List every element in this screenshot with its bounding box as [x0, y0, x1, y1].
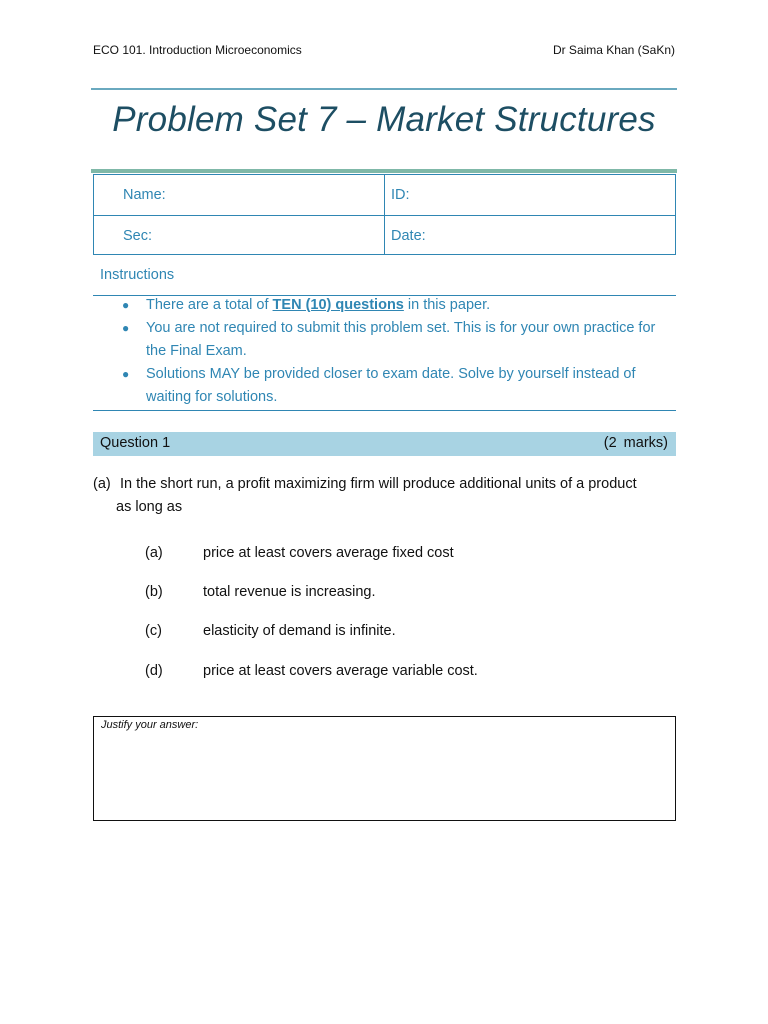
option-text: total revenue is increasing. [203, 584, 376, 600]
instruction-item: ● Solutions MAY be provided closer to exam date. Solve by yourself instead of waiting for solutions. [122, 363, 667, 409]
sec-field[interactable] [94, 215, 385, 255]
instructions-bottom-rule [93, 410, 676, 411]
justify-answer-box[interactable] [93, 716, 676, 821]
question-header-bar [93, 432, 676, 456]
question-title: Question 1 [100, 435, 171, 451]
date-label: Date: [391, 228, 426, 244]
option-text: elasticity of demand is infinite. [203, 623, 396, 639]
instruction-item: ● There are a total of TEN (10) questions in this paper. [122, 294, 667, 317]
question-stem-line: as long as [116, 499, 183, 515]
author-header: Dr Saima Khan (SaKn) [552, 43, 675, 57]
title-top-rule [91, 88, 677, 90]
id-label: ID: [391, 187, 410, 203]
sec-label: Sec: [123, 228, 153, 244]
title-bottom-rule [91, 169, 677, 173]
bullet-icon: ● [122, 367, 130, 381]
date-field[interactable] [385, 215, 675, 255]
id-field[interactable] [385, 175, 675, 215]
option-text: price at least covers average variable cost. [203, 663, 478, 679]
instructions-list [122, 294, 667, 409]
question-stem-line: In the short run, a profit maximizing firm will produce additional units of a product [120, 476, 637, 492]
option-letter: (d) [145, 663, 163, 679]
question-marks: (2 marks) [603, 435, 668, 451]
instructions-heading: Instructions [100, 267, 175, 283]
bullet-icon: ● [122, 298, 130, 312]
question-part-label: (a) [93, 476, 111, 492]
question-count-link[interactable]: TEN (10) questions [272, 297, 404, 313]
name-field[interactable] [94, 175, 385, 215]
option-letter: (b) [145, 584, 163, 600]
page-title: Problem Set 7 – Market Structures [112, 100, 656, 139]
name-label: Name: [123, 187, 166, 203]
justify-label: Justify your answer: [101, 719, 199, 731]
option-text: price at least covers average fixed cost [203, 545, 454, 561]
option-letter: (c) [145, 623, 162, 639]
course-header: ECO 101. Introduction Microeconomics [93, 43, 302, 57]
student-info-table [93, 174, 676, 255]
bullet-icon: ● [122, 321, 130, 335]
instruction-item: ● You are not required to submit this problem set. This is for your own practice for the Final Exam. [122, 317, 667, 363]
option-letter: (a) [145, 545, 163, 561]
